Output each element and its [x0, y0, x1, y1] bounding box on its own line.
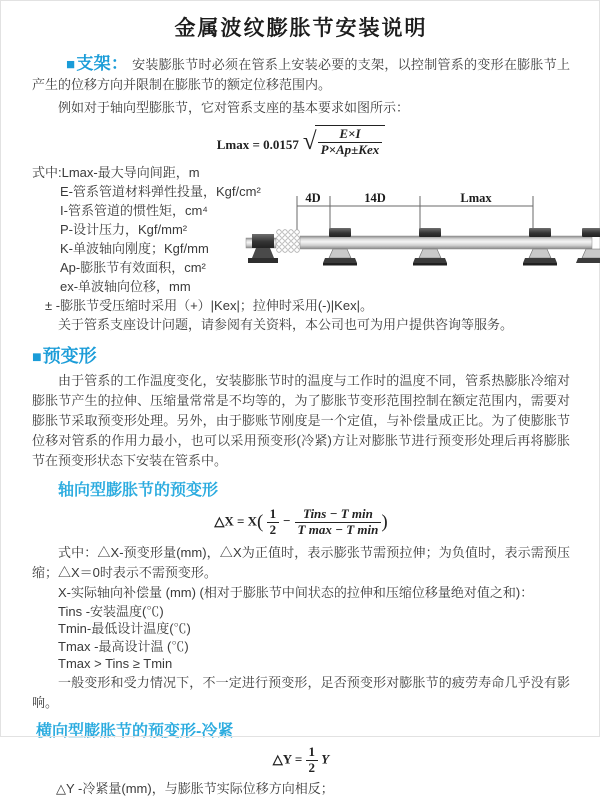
half-numerator: 1 — [308, 743, 316, 759]
axial-definition-x: X-实际轴向补偿量 (mm) (相对于膨胀节中间状态的拉伸和压缩位移量绝对值之和)： — [58, 584, 534, 600]
lateral-formula-lhs: △Y = — [272, 751, 303, 767]
definition-e: E-管系管道材料弹性投量，Kgf/cm² — [60, 183, 261, 199]
definition-p: P-设计压力，Kgf/mm² — [60, 221, 188, 237]
predeform-paragraph: 由于管系的工作温度变化，安装膨胀节时的温度与工作时的温度不同，管系热膨胀冷缩对膨胀节产生的拉伸、压缩量常常是不均等的，为了膨胀节变形范围控制在额定范围内，需要对膨胀节采取预变形处理。另外，由于膨账节刚度是一个定值，与补偿量成正比。为了使膨胀节位移对管系的作用力最小，也可以采用预变形(冷紧)方让对膨胀节进行预变形处理后再将膨胀节在预变形状态下安装在管系中。 — [32, 372, 570, 468]
half-denominator: 2 — [306, 760, 319, 776]
half-fraction — [267, 507, 280, 538]
support-paragraph-text: 安装膨胀节时必须在管系上安装必要的支架，以控制管系的变形在膨胀节上产生的位移方向并限制在膨胀节的额定位移范围内。 — [32, 57, 570, 92]
tmax-definition: Tmax -最高设计温 (℃) — [58, 638, 189, 654]
minus-operator: − — [283, 513, 291, 529]
blue-square-bullet-icon: ■ — [32, 348, 42, 366]
lateral-formula-rhs: Y — [321, 751, 330, 767]
support-section-heading — [66, 54, 128, 73]
axial-remark: 一般变形和受力情况下，不一定进行预变形，足否预变形对膨胀节的疲劳寿命几乎没有影响。 — [32, 674, 570, 710]
axial-definition-dx: 式中：△X-预变形量(mm)，△X为正值时，表示膨张节需预拉伸；为负值时，表示需预压缩；△X＝0时表示不需预变形。 — [32, 544, 570, 580]
axial-predeform-heading: 轴向型膨胀节的预变形 — [58, 481, 219, 499]
axial-predeform-formula — [32, 507, 570, 538]
definition-lmax: 式中:Lmax-最大导向间距，m — [32, 164, 200, 180]
predeform-heading-label: 预变形 — [42, 345, 97, 366]
predeform-section-heading — [32, 342, 570, 368]
definition-k: K-单波轴向刚度；Kgf/mm — [60, 240, 209, 256]
definition-ex: ex-单波轴向位移，mm — [60, 278, 191, 294]
support-heading-label: 支架： — [76, 54, 129, 73]
support-paragraph — [32, 54, 570, 95]
dimension-label-4d: 4D — [305, 191, 321, 205]
radicand — [315, 125, 386, 158]
main-pipe — [300, 236, 592, 249]
dimension-label-14d: 14D — [364, 191, 386, 205]
lmax-formula-lhs: Lmax = 0.0157 — [216, 136, 299, 152]
tmin-definition: Tmin-最低设计温度(℃) — [58, 621, 191, 637]
half-fraction — [306, 745, 319, 776]
close-paren: ) — [381, 511, 388, 533]
definition-plusminus: ± -膨胀节受压缩时采用（+）|Kex|；拉伸时采用(-)|Kex|。 — [45, 297, 373, 313]
dimension-label-lmax: Lmax — [460, 191, 492, 205]
lmax-fraction-denominator: P×Ap±Kex — [318, 142, 383, 158]
support-requirements-diagram — [246, 190, 592, 290]
definition-i: I-管系管道的惯性矩，cm⁴ — [60, 202, 208, 218]
half-denominator: 2 — [267, 522, 280, 538]
lmax-fraction-numerator: E×I — [339, 126, 361, 141]
definition-ap: Ap-膨胀节有效面积，cm² — [60, 259, 206, 275]
radical-sign: √ — [302, 127, 317, 155]
page-title: 金属波纹膨胀节安装说明 — [174, 17, 428, 40]
lmax-formula — [32, 125, 570, 158]
open-paren: ( — [257, 511, 264, 533]
dimension-lines — [297, 196, 533, 232]
lateral-predeform-formula — [32, 745, 570, 776]
radical — [303, 125, 385, 158]
lateral-predeform-heading: 横向型膨胀节的预变形-冷紧 — [36, 722, 234, 740]
temperature-inequality: Tmax > Tins ≥ Tmin — [58, 656, 173, 672]
lateral-definition-dy: △Y -冷紧量(mm)，与膨胀节实际位移方向相反； — [56, 780, 334, 796]
temperature-fraction — [295, 507, 382, 538]
blue-square-bullet-icon: ■ — [66, 56, 76, 73]
half-numerator: 1 — [269, 505, 277, 521]
support-example-line: 例如对于轴向型膨胀节，它对管系支座的基本要求如图所示： — [58, 100, 410, 115]
temperature-numerator: Tins − T min — [302, 505, 373, 521]
tins-definition: Tins -安装温度(℃) — [58, 603, 164, 619]
temperature-denominator: T max − T min — [295, 522, 382, 538]
bellows — [277, 230, 300, 253]
lmax-fraction — [318, 127, 383, 158]
support-consulting-note: 关于管系支座设计问题，请参阅有关资料，本公司也可为用户提供咨询等服务。 — [58, 316, 514, 332]
anchor-support — [248, 234, 278, 263]
axial-formula-lhs: △X = X — [214, 513, 258, 529]
